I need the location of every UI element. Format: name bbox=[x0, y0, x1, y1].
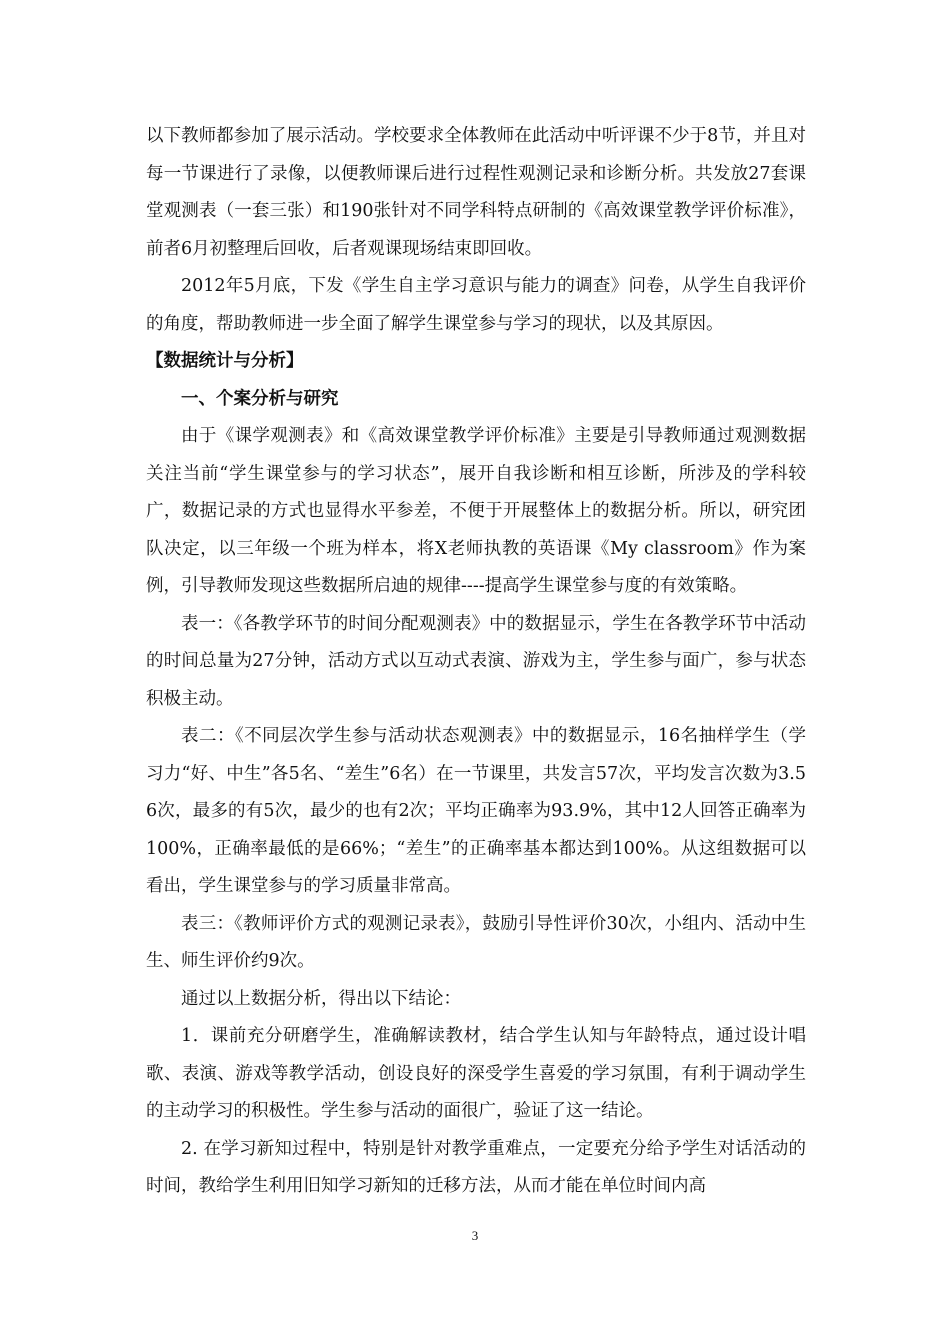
page-number: 3 bbox=[471, 1228, 479, 1243]
paragraph-survey: 2012年5月底，下发《学生自主学习意识与能力的调查》问卷，从学生自我评价的角度，帮助教师进一步全面了解学生课堂参与学习的现状，以及其原因。 bbox=[146, 276, 806, 334]
paragraph-table-one: 表一：《各教学环节的时间分配观测表》中的数据显示，学生在各教学环节中活动的时间总量为27分钟，活动方式以互动式表演、游戏为主，学生参与面广，参与状态积极主动。 bbox=[146, 613, 806, 709]
paragraph-case-study: 由于《课学观测表》和《高效课堂教学评价标准》主要是引导教师通过观测数据关注当前“学生课堂参与的学习状态”，展开自我诊断和相互诊断，所涉及的学科较广，数据记录的方式也显得水平参差，不便于开展整体上的数据分析。所以，研究团队决定，以三年级一个班为样本，将X老师执教的英语课《My classroom》作为案例，引导教师发现这些数据所启迪的规律----提高学生课堂参与度的有效策略。 bbox=[146, 426, 806, 596]
paragraph-table-two: 表二：《不同层次学生参与活动状态观测表》中的数据显示，16名抽样学生（学习力“好、中生”各5名、“差生”6名）在一节课里，共发言57次，平均发言次数为3.56次，最多的有5次，最少的也有2次；平均正确率为93.9%，其中12人回答正确率为100%，正确率最低的是66%；“差生”的正确率基本都达到100%。从这组数据可以看出，学生课堂参与的学习质量非常高。 bbox=[146, 726, 806, 896]
subsection-heading: 一、个案分析与研究 bbox=[181, 388, 339, 409]
document-page bbox=[146, 118, 806, 1206]
paragraph-conclusion-one: 1．课前充分研磨学生，准确解读教材，结合学生认知与年龄特点，通过设计唱歌、表演、游戏等教学活动，创设良好的深受学生喜爱的学习氛围，有利于调动学生的主动学习的积极性。学生参与活动的面很广，验证了这一结论。 bbox=[146, 1026, 806, 1121]
paragraph-conclusion-intro: 通过以上数据分析，得出以下结论： bbox=[181, 988, 461, 1009]
paragraph-conclusion-two: 2. 在学习新知过程中，特别是针对教学重难点，一定要充分给予学生对话活动的时间，教给学生利用旧知学习新知的迁移方法，从而才能在单位时间内高 bbox=[146, 1138, 806, 1196]
paragraph-continuation: 以下教师都参加了展示活动。学校要求全体教师在此活动中听评课不少于8节，并且对每一节课进行了录像，以便教师课后进行过程性观测记录和诊断分析。共发放27套课堂观测表（一套三张）和190张针对不同学科特点研制的《高效课堂教学评价标准》，前者6月初整理后回收，后者观课现场结束即回收。 bbox=[146, 126, 806, 259]
paragraph-table-three: 表三：《教师评价方式的观测记录表》，鼓励引导性评价30次，小组内、活动中生生、师生评价约9次。 bbox=[146, 913, 806, 971]
section-heading: 【数据统计与分析】 bbox=[146, 351, 304, 371]
